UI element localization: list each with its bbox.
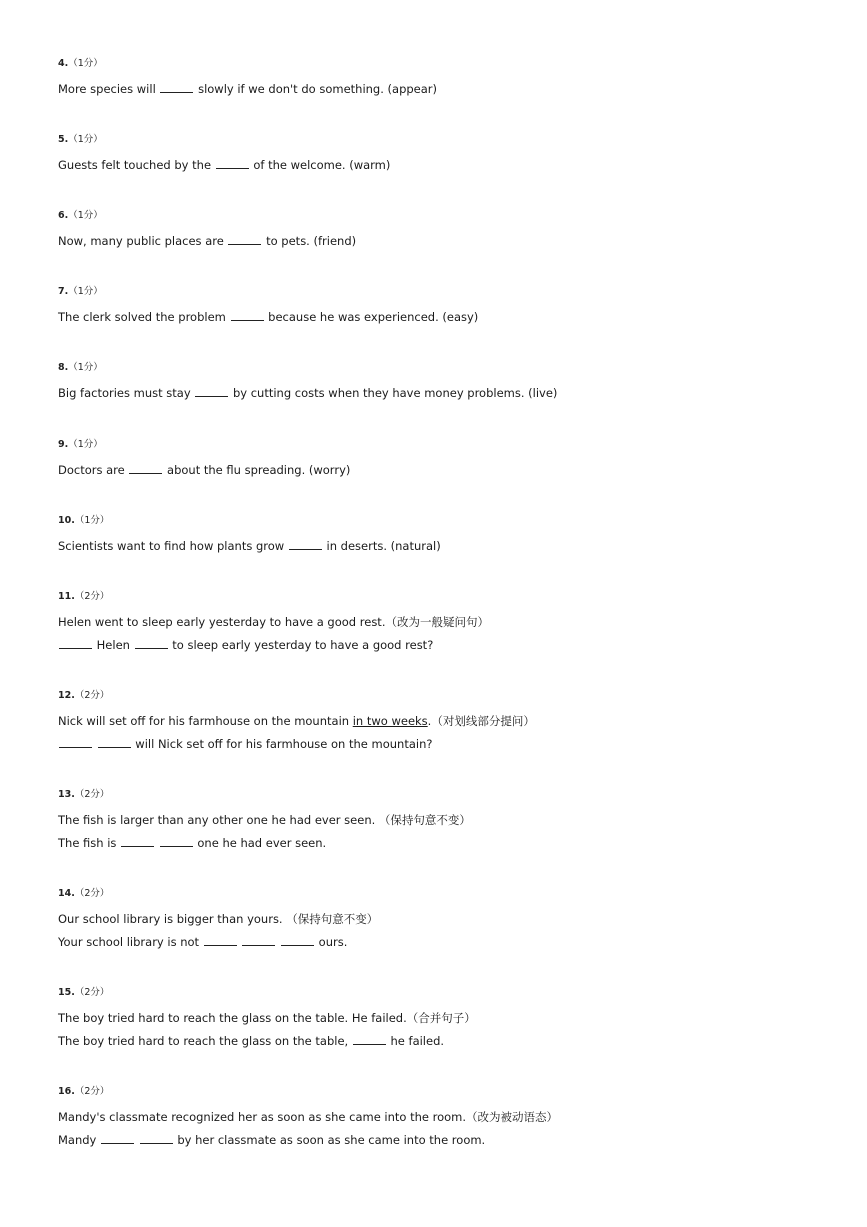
text-segment: .（对划线部分提问） xyxy=(427,714,535,728)
text-segment xyxy=(93,737,97,751)
question-text-line xyxy=(58,1010,838,1026)
text-segment: The boy tried hard to reach the glass on the table. He failed.（合并句子） xyxy=(58,1011,476,1025)
text-segment xyxy=(276,935,280,949)
question-text-line xyxy=(58,835,838,851)
question-score: （1分） xyxy=(68,362,103,373)
question-header xyxy=(58,439,838,451)
question-text-line xyxy=(58,713,838,729)
question-text-line xyxy=(58,462,838,478)
answer-blank[interactable] xyxy=(216,167,249,169)
answer-blank[interactable] xyxy=(228,243,261,245)
question-header xyxy=(58,1086,838,1098)
text-segment: slowly if we don't do something. (appear) xyxy=(194,82,438,96)
text-segment: Now, many public places are xyxy=(58,234,228,248)
question-text-line xyxy=(58,538,838,554)
question-text-line xyxy=(58,1109,838,1125)
question-item xyxy=(58,134,838,173)
question-header xyxy=(58,987,838,999)
question-score: （2分） xyxy=(74,591,110,602)
question-score: （2分） xyxy=(74,690,110,701)
question-item xyxy=(58,1086,838,1148)
question-number: 7. xyxy=(58,286,69,297)
question-item xyxy=(58,210,838,249)
text-segment: The fish is xyxy=(58,836,121,850)
question-header xyxy=(58,888,838,900)
question-score: （1分） xyxy=(68,439,103,450)
text-segment: in deserts. (natural) xyxy=(322,539,441,553)
answer-blank[interactable] xyxy=(289,548,322,550)
question-score: （2分） xyxy=(74,1086,110,1097)
question-item xyxy=(58,286,838,325)
text-segment: Scientists want to find how plants grow xyxy=(58,539,288,553)
question-text-line xyxy=(58,157,838,173)
question-header xyxy=(58,591,838,603)
question-number: 4. xyxy=(58,58,69,69)
question-score: （2分） xyxy=(74,789,110,800)
question-item xyxy=(58,362,838,401)
answer-blank[interactable] xyxy=(140,1142,173,1144)
text-segment: Our school library is bigger than yours. （保持句意不变） xyxy=(58,912,379,926)
question-text-line xyxy=(58,1132,838,1148)
text-segment: The fish is larger than any other one he had ever seen. （保持句意不变） xyxy=(58,813,471,827)
text-segment xyxy=(238,935,242,949)
question-item xyxy=(58,439,838,478)
question-header xyxy=(58,515,838,527)
text-segment: one he had ever seen. xyxy=(193,836,327,850)
text-segment: he failed. xyxy=(386,1034,445,1048)
text-segment: because he was experienced. (easy) xyxy=(264,310,479,324)
answer-blank[interactable] xyxy=(59,746,92,748)
question-score: （1分） xyxy=(68,210,103,221)
question-score: （2分） xyxy=(74,888,110,899)
question-item xyxy=(58,591,838,653)
text-segment: by her classmate as soon as she came into the room. xyxy=(173,1133,486,1147)
answer-blank[interactable] xyxy=(121,845,154,847)
answer-blank[interactable] xyxy=(242,944,275,946)
text-segment: Nick will set off for his farmhouse on the mountain xyxy=(58,714,353,728)
answer-blank[interactable] xyxy=(204,944,237,946)
question-number: 16. xyxy=(58,1086,75,1097)
answer-blank[interactable] xyxy=(160,91,193,93)
text-segment: More species will xyxy=(58,82,160,96)
text-segment: Doctors are xyxy=(58,463,129,477)
text-segment: Big factories must stay xyxy=(58,386,195,400)
question-number: 11. xyxy=(58,591,75,602)
question-text-line xyxy=(58,81,838,97)
question-number: 6. xyxy=(58,210,69,221)
text-segment: about the flu spreading. (worry) xyxy=(163,463,351,477)
text-segment: Helen went to sleep early yesterday to have a good rest.（改为一般疑问句） xyxy=(58,615,489,629)
question-number: 14. xyxy=(58,888,75,899)
question-header xyxy=(58,362,838,374)
question-score: （2分） xyxy=(74,987,110,998)
question-number: 9. xyxy=(58,439,69,450)
question-text-line xyxy=(58,736,838,752)
text-segment: Your school library is not xyxy=(58,935,203,949)
question-number: 5. xyxy=(58,134,69,145)
answer-blank[interactable] xyxy=(231,319,264,321)
answer-blank[interactable] xyxy=(195,395,228,397)
answer-blank[interactable] xyxy=(353,1043,386,1045)
text-segment: Guests felt touched by the xyxy=(58,158,215,172)
text-segment: to sleep early yesterday to have a good rest? xyxy=(168,638,434,652)
answer-blank[interactable] xyxy=(98,746,131,748)
question-item xyxy=(58,987,838,1049)
question-text-line xyxy=(58,233,838,249)
text-segment: to pets. (friend) xyxy=(262,234,357,248)
question-text-line xyxy=(58,934,838,950)
question-number: 10. xyxy=(58,515,75,526)
question-header xyxy=(58,58,838,70)
question-text-line xyxy=(58,614,838,630)
question-number: 13. xyxy=(58,789,75,800)
answer-blank[interactable] xyxy=(160,845,193,847)
answer-blank[interactable] xyxy=(101,1142,134,1144)
text-segment: ours. xyxy=(315,935,348,949)
text-segment xyxy=(155,836,159,850)
question-score: （1分） xyxy=(74,515,110,526)
text-segment xyxy=(135,1133,139,1147)
question-score: （1分） xyxy=(68,286,103,297)
question-text-line xyxy=(58,911,838,927)
question-item xyxy=(58,888,838,950)
question-text-line xyxy=(58,1033,838,1049)
question-score: （1分） xyxy=(68,134,103,145)
question-number: 12. xyxy=(58,690,75,701)
question-item xyxy=(58,515,838,554)
answer-blank[interactable] xyxy=(59,647,92,649)
text-segment: Mandy's classmate recognized her as soon as she came into the room.（改为被动语态） xyxy=(58,1110,559,1124)
text-segment: The boy tried hard to reach the glass on the table, xyxy=(58,1034,352,1048)
question-text-line xyxy=(58,309,838,325)
question-item xyxy=(58,789,838,851)
question-text-line xyxy=(58,812,838,828)
question-item xyxy=(58,690,838,752)
text-segment: Mandy xyxy=(58,1133,101,1147)
answer-blank[interactable] xyxy=(129,472,162,474)
question-header xyxy=(58,210,838,222)
underlined-phrase: in two weeks xyxy=(352,714,428,728)
text-segment: The clerk solved the problem xyxy=(58,310,230,324)
question-number: 8. xyxy=(58,362,69,373)
question-text-line xyxy=(58,385,838,401)
question-header xyxy=(58,690,838,702)
text-segment: will Nick set off for his farmhouse on the mountain? xyxy=(131,737,433,751)
question-score: （1分） xyxy=(68,58,103,69)
answer-blank[interactable] xyxy=(281,944,314,946)
text-segment: of the welcome. (warm) xyxy=(249,158,391,172)
question-header xyxy=(58,134,838,146)
text-segment: by cutting costs when they have money problems. (live) xyxy=(229,386,558,400)
question-item xyxy=(58,58,838,97)
question-number: 15. xyxy=(58,987,75,998)
text-segment: Helen xyxy=(93,638,134,652)
question-text-line xyxy=(58,637,838,653)
question-header xyxy=(58,789,838,801)
question-header xyxy=(58,286,838,298)
answer-blank[interactable] xyxy=(135,647,168,649)
